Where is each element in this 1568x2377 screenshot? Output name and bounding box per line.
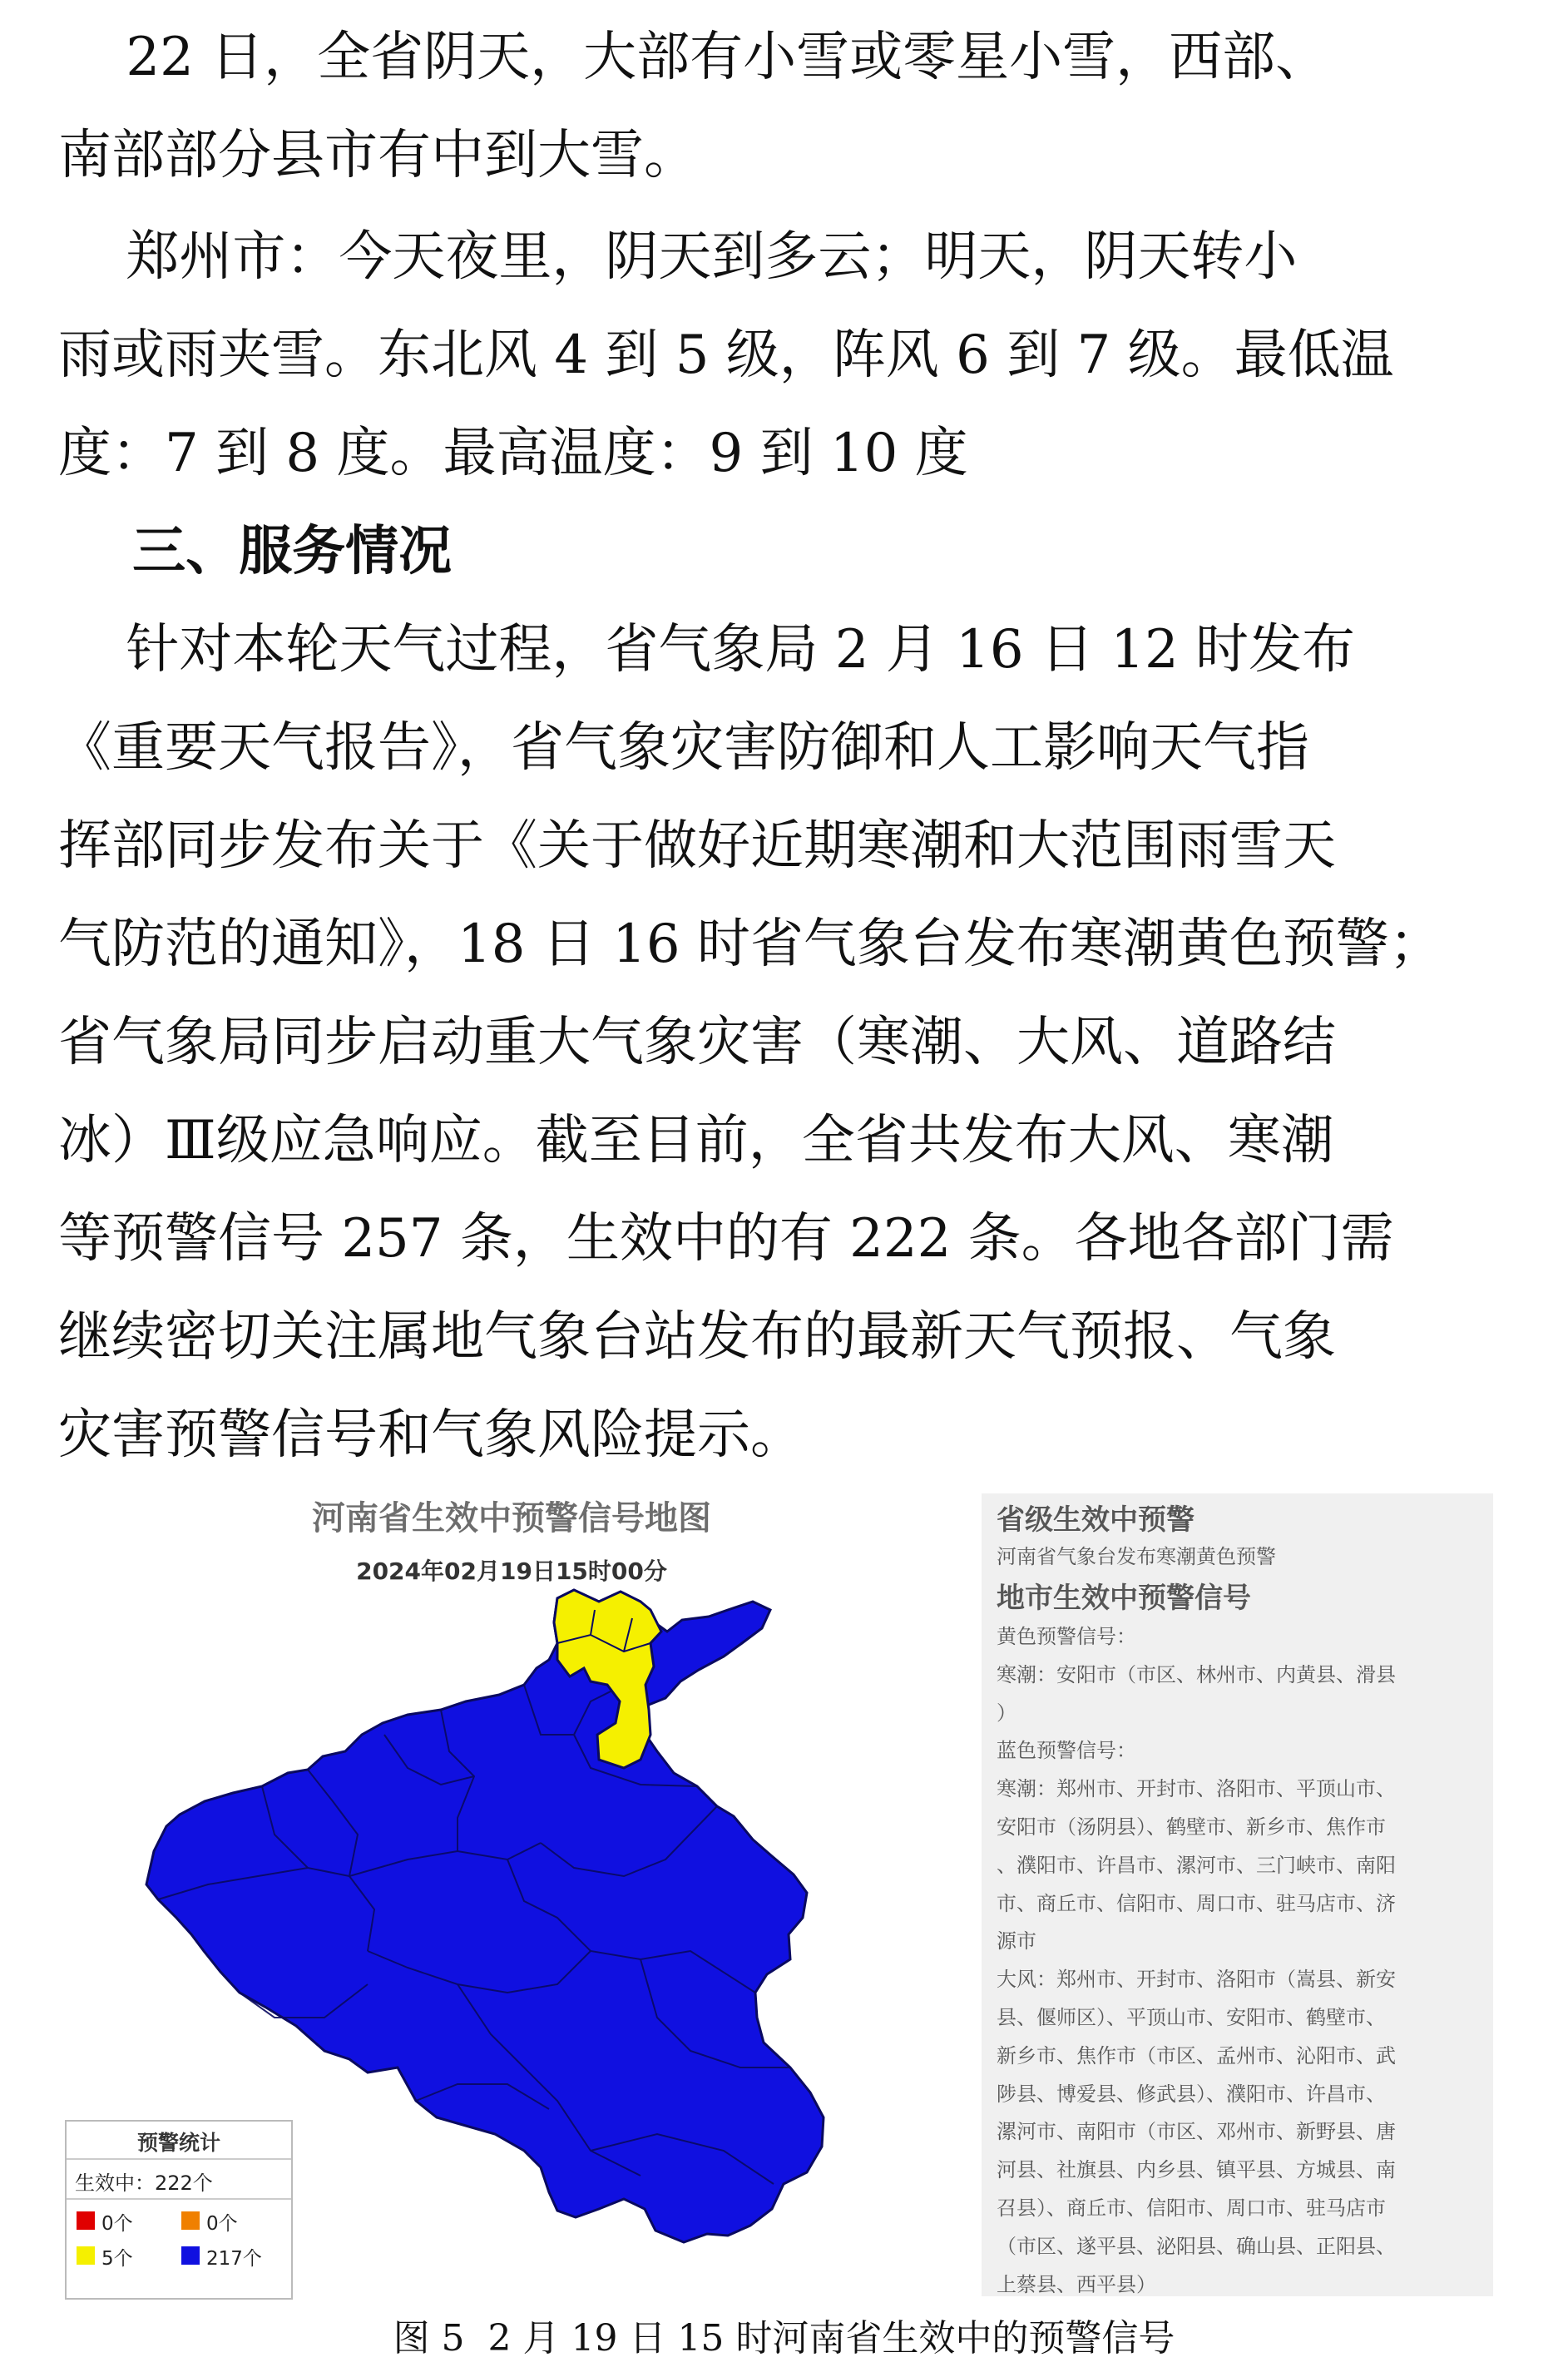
blue-swatch <box>181 2246 200 2265</box>
text-line: 《重要天气报告》，省气象灾害防御和人工影响天气指 <box>58 717 1309 779</box>
yellow-swatch <box>77 2246 95 2265</box>
warning-line: 召县）、商丘市、信阳市、周口市、驻马店市 <box>997 2196 1386 2220</box>
text-line: 继续密切关注属地气象台站发布的最新天气预报、气象 <box>58 1306 1336 1368</box>
blue-count: 217个 <box>206 2248 262 2270</box>
warning-line: 寒潮：安阳市（市区、林州市、内黄县、滑县 <box>997 1662 1396 1686</box>
red-swatch <box>77 2211 95 2230</box>
warning-line: 、濮阳市、许昌市、漯河市、三门峡市、南阳 <box>997 1853 1396 1877</box>
provincial-heading: 省级生效中预警 <box>997 1503 1195 1537</box>
text-line: 郑州市：今天夜里，阴天到多云；明天，阴天转小 <box>58 226 1298 288</box>
divider <box>67 2158 291 2160</box>
orange-swatch <box>181 2211 200 2230</box>
warning-line: 县、偃师区）、平顶山市、安阳市、鹤壁市、 <box>997 2005 1386 2029</box>
text-line: 度：7 到 8 度。最高温度：9 到 10 度 <box>58 423 968 484</box>
text-line: 省气象局同步启动重大气象灾害（寒潮、大风、道路结 <box>58 1012 1336 1073</box>
paragraph-service-status <box>58 601 1539 1484</box>
paragraph-forecast-22 <box>58 8 1539 205</box>
city-heading: 地市生效中预警信号 <box>997 1582 1251 1615</box>
text-line: 冰）Ⅲ级应急响应。截至目前，全省共发布大风、寒潮 <box>58 1110 1334 1171</box>
text-line: 挥部同步发布关于《关于做好近期寒潮和大范围雨雪天 <box>58 815 1336 877</box>
blue-label: 蓝色预警信号： <box>997 1739 1136 1763</box>
paragraph-zhengzhou-forecast <box>58 208 1539 503</box>
warning-line: ） <box>997 1701 1016 1725</box>
text-line: 南部部分县市有中到大雪。 <box>58 125 697 186</box>
text-line: 等预警信号 257 条，生效中的有 222 条。各地各部门需 <box>58 1208 1394 1270</box>
warning-line: 安阳市（汤阴县）、鹤壁市、新乡市、焦作市 <box>997 1815 1386 1839</box>
text-line: 针对本轮天气过程，省气象局 2 月 16 日 12 时发布 <box>58 619 1356 681</box>
divider <box>67 2198 291 2200</box>
warning-line: 漯河市、南阳市（市区、邓州市、新野县、唐 <box>997 2120 1396 2144</box>
warning-line: 上蔡县、西平县） <box>997 2272 1156 2296</box>
warning-stats-box <box>65 2120 293 2300</box>
figure-caption: 图 5 2 月 19 日 15 时河南省生效中的预警信号 <box>393 2317 1175 2360</box>
warning-line: 源市 <box>997 1929 1036 1954</box>
text-line: 雨或雨夹雪。东北风 4 到 5 级，阵风 6 到 7 级。最低温 <box>58 324 1394 386</box>
yellow-count: 5个 <box>101 2248 133 2270</box>
warning-line: 大风：郑州市、开封市、洛阳市（嵩县、新安 <box>997 1968 1396 1992</box>
stats-active-count: 生效中：222个 <box>75 2171 213 2195</box>
orange-count: 0个 <box>206 2213 238 2235</box>
text-line: 22 日，全省阴天，大部有小雪或零星小雪，西部、 <box>58 27 1329 88</box>
provincial-item: 河南省气象台发布寒潮黄色预警 <box>997 1545 1276 1568</box>
warning-line: 市、商丘市、信阳市、周口市、驻马店市、济 <box>997 1891 1396 1915</box>
section-heading: 三、服务情况 <box>58 521 453 582</box>
warning-line: 河县、社旗县、内乡县、镇平县、方城县、南 <box>997 2158 1396 2182</box>
yellow-warning-block <box>997 1618 1396 2304</box>
text-line: 灾害预警信号和气象风险提示。 <box>58 1404 804 1466</box>
stats-title: 预警统计 <box>136 2131 220 2155</box>
warning-line: （市区、遂平县、泌阳县、确山县、正阳县、 <box>997 2234 1396 2258</box>
map-timestamp: 2024年02月19日15时00分 <box>356 1557 667 1585</box>
warning-line: 陟县、博爱县、修武县）、濮阳市、许昌市、 <box>997 2082 1386 2106</box>
yellow-label: 黄色预警信号： <box>997 1625 1136 1648</box>
warning-list-panel <box>982 1493 1493 2296</box>
text-line: 气防范的通知》，18 日 16 时省气象台发布寒潮黄色预警； <box>58 914 1442 975</box>
warning-line: 新乡市、焦作市（市区、孟州市、沁阳市、武 <box>997 2043 1396 2067</box>
red-count: 0个 <box>101 2213 133 2235</box>
map-title: 河南省生效中预警信号地图 <box>312 1498 711 1538</box>
warning-line: 寒潮：郑州市、开封市、洛阳市、平顶山市、 <box>997 1777 1396 1801</box>
